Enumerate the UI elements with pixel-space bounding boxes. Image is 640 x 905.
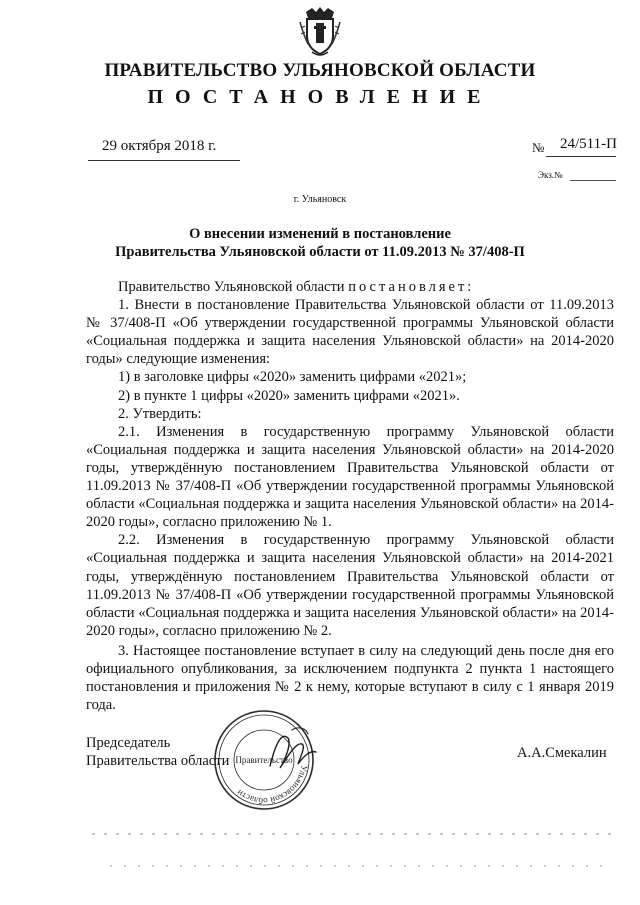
signer-title-line-2: Правительства области [86, 753, 230, 769]
intro-paragraph [86, 278, 614, 296]
seal-center-text: Правительство [235, 755, 293, 765]
number-underline [546, 156, 616, 157]
signer-name: А.А.Смекалин [517, 745, 607, 761]
government-title: ПРАВИТЕЛЬСТВО УЛЬЯНОВСКОЙ ОБЛАСТИ [104, 60, 536, 81]
ulyanovsk-coat-of-arms-icon [298, 6, 342, 58]
copy-number-label: Экз.№ [538, 170, 563, 180]
decree-subject [0, 225, 640, 261]
paragraph-3: 3. Настоящее постановление вступает в силу на следующий день после дня его официального опубликования, за исключением подпункта 2 пункта 1 настоящего постановления и приложения № 2 к нему, которые вступают в силу с 1 января 2019 года. [86, 642, 614, 714]
subject-line-1: О внесении изменений в постановление [189, 226, 451, 242]
paragraph-1: 1. Внести в постановление Правительства Ульяновской области от 11.09.2013 № 37/408-П «Об утверждении государственной программы Ульяновской области «Социальная поддержка и защита населения Ульяновской области» на 2014-2020 годы» следующие изменения: [86, 297, 614, 368]
decree-body [86, 278, 614, 714]
date-underline [88, 160, 240, 161]
paragraph-1-1: 1) в заголовке цифры «2020» заменить цифрами «2021»; [118, 369, 467, 386]
paragraph-2-2: 2.2. Изменения в государственную программу Ульяновской области «Социальная поддержка и защита населения Ульяновской области» на 2014-2021 годы, утверждённую постановлением Правительства Ульяновской области от 11.09.2013 № 37/408-П «Об утверждении государственной программы Ульяновской области «Социальная поддержка и защита населения Ульяновской области» на 2014-2020 годы», согласно приложению № 2. [86, 532, 614, 639]
paragraph-2: 2. Утвердить: [118, 405, 202, 422]
decree-number: 24/511-П [560, 136, 617, 152]
copy-number-underline [570, 180, 616, 181]
signer-title-line-1: Председатель [86, 735, 171, 751]
handwritten-signature-icon [262, 722, 324, 780]
document-type: ПОСТАНОВЛЕНИЕ [147, 86, 493, 108]
scan-artifact-lines [0, 826, 640, 886]
number-label: № [532, 140, 545, 155]
paragraph-2-1: 2.1. Изменения в государственную программу Ульяновской области «Социальная поддержка и защита населения Ульяновской области» на 2014-2020 годы, утверждённую постановлением Правительства Ульяновской области от 11.09.2013 № 37/408-П «Об утверждении государственной программы Ульяновской области «Социальная поддержка и защита населения Ульяновской области» на 2014-2020 годы», согласно приложению № 1. [86, 423, 614, 531]
intro-prefix: Правительство Ульяновской области [118, 279, 349, 295]
decree-date: 29 октября 2018 г. [102, 138, 217, 154]
intro-verb: постановляет: [348, 279, 475, 295]
subject-line-2: Правительства Ульяновской области от 11.09.2013 № 37/408-П [115, 244, 525, 260]
paragraph-1-2: 2) в пункте 1 цифры «2020» заменить цифрами «2021». [118, 387, 460, 404]
city: г. Ульяновск [293, 194, 347, 205]
seal-ring-text: Ульяновской области [234, 764, 310, 807]
